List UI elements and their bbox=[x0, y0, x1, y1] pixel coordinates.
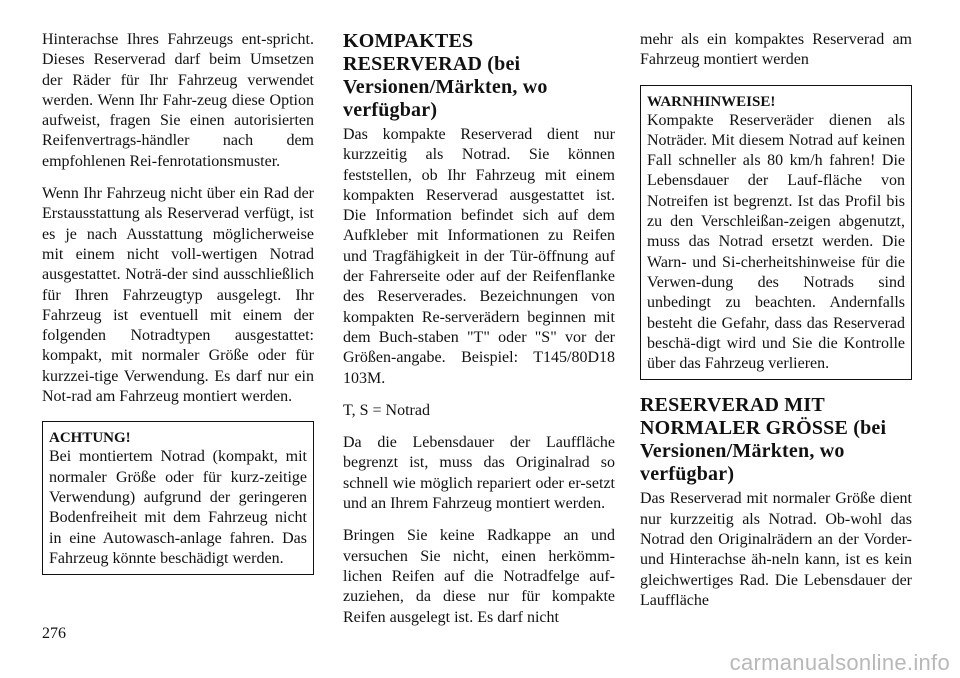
paragraph: mehr als ein kompaktes Reserverad am Fahrzeug montiert werden bbox=[640, 31, 912, 69]
paragraph: Das kompakte Reserverad dient nur kurzzeitig als Notrad. Sie können feststellen, ob Ihr Fahrzeug mit einem kompakten Reserverad ausgestattet ist. Die Information befindet sich auf dem Aufkleber mit Informationen zu Reifen und Tragfähigkeit in der Tür-öffnung auf der Fahrerseite oder auf der Reifenflanke des Reserverades. Bezeichnungen von kompakten Re-serverädern beginnen mit dem Buch-staben "T" oder "S" vor der Größen-angabe. Beispiel: T145/80D18 103M. bbox=[343, 126, 615, 387]
section-heading-compact-spare: KOMPAKTES RESERVERAD (bei Versionen/Märkten, wo verfügbar) bbox=[343, 30, 548, 121]
column-right bbox=[640, 30, 912, 623]
section-heading-full-size-spare: RESERVERAD MIT NORMALER GRÖSSE (bei Versionen/Märkten, wo verfügbar) bbox=[640, 394, 887, 486]
caution-title: ACHTUNG! bbox=[49, 430, 131, 447]
page-number: 276 bbox=[42, 625, 66, 642]
caution-text: Bei montiertem Notrad (kompakt, mit normaler Größe oder für kurz-zeitige Verwendung) aufgrund der geringeren Bodenfreiheit mit dem Fahrzeug nicht in eine Autowasch-anlage fahren. Das Fahrzeug könnte beschädigt werden. bbox=[49, 448, 307, 567]
paragraph: Bringen Sie keine Radkappe an und versuchen Sie nicht, einen herkömm-lichen Reifen auf die Notradfelge auf-zuziehen, da diese nur für kompakte Reifen ausgelegt ist. Es darf nicht bbox=[343, 527, 615, 626]
paragraph: Wenn Ihr Fahrzeug nicht über ein Rad der Erstausstattung als Reserverad verfügt, ist es je nach Ausstattung möglicherweise mit einem nicht voll-wertigen Notrad ausgestattet. Noträ-der sind ausschließlich für Ihren Fahrzeugtyp ausgelegt. Ihr Fahrzeug ist eventuell mit einem der folgenden Notradtypen ausgestattet: kompakt, mit normaler Größe oder für kurzzei-tige Verwendung. Es darf nur ein Not-rad am Fahrzeug montiert werden. bbox=[42, 185, 314, 406]
warning-text: Kompakte Reserveräder dienen als Noträder. Mit diesem Notrad auf keinen Fall schneller als 80 km/h fahren! Die Lebensdauer der Lauf-fläche von Notreifen ist begrenzt. Ist das Profil bis zu den Verschleißan-zeigen abgenutzt, muss das Notrad ersetzt werden. Die Warn- und Si-cherheitshinweise für die Verwen-dung des Notrads sind unbedingt zu beachten. Andernfalls besteht die Gefahr, dass das Reserverad beschä-digt wird und Sie die Kontrolle über das Fahrzeug verlieren. bbox=[647, 111, 905, 373]
paragraph: Hinterachse Ihres Fahrzeugs ent-spricht. Dieses Reserverad darf beim Umsetzen der Räder für Ihr Fahrzeug verwendet werden. Wenn Ihr Fahr-zeug diese Option aufweist, fragen Sie einen autorisierten Reifenvertrags-händler nach dem empfohlenen Rei-fenrotationsmuster. bbox=[42, 31, 314, 170]
column-left bbox=[42, 30, 314, 589]
paragraph: Das Reserverad mit normaler Größe dient nur kurzzeitig als Notrad. Ob-wohl das Notrad den Originalrädern an der Vorder- und Hinterachse äh-neln kann, ist es kein gleichwertiges Rad. Die Lebensdauer der Lauffläche bbox=[640, 490, 912, 609]
watermark: carmanualsonline.info bbox=[729, 650, 950, 675]
column-middle bbox=[343, 30, 615, 640]
caution-box bbox=[42, 421, 314, 575]
warning-box bbox=[640, 85, 912, 381]
paragraph: T, S = Notrad bbox=[343, 401, 430, 419]
paragraph: Da die Lebensdauer der Lauffläche begrenzt ist, muss das Originalrad so schnell wie möglich repariert oder er-setzt und an Ihrem Fahrzeug montiert werden. bbox=[343, 434, 615, 513]
warning-title: WARNHINWEISE! bbox=[647, 93, 776, 110]
